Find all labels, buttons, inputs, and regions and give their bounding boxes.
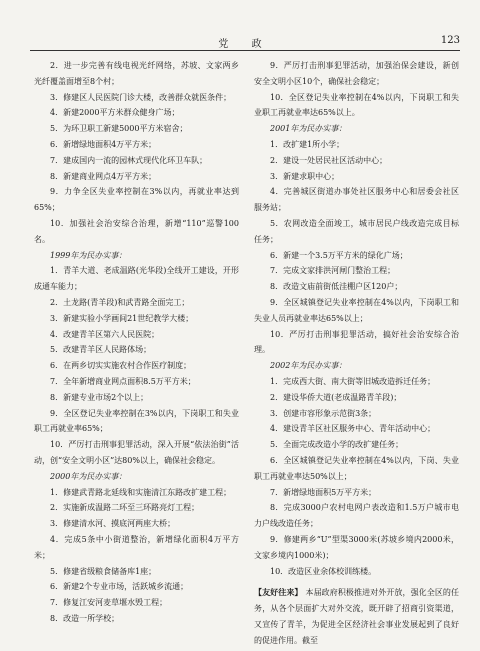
right-list-item: 3．新建求职中心；: [270, 171, 340, 181]
right-list-item: 7．完成文家排洪河闸门整治工程；: [270, 266, 396, 276]
left-list-item: 8．新建商业网点4万平方米；: [50, 171, 157, 181]
left-list-item: 4．完成5条中小街道整治，新增绿化面积4万平方米；: [34, 534, 239, 560]
right-list-item: 4．建设青羊区社区服务中心、青年活动中心；: [270, 424, 436, 434]
left-list-item: 6．新建2个专业市场，活跃城乡流通；: [50, 582, 189, 592]
left-list-item: 4．改建青羊区第六人民医院；: [50, 329, 160, 339]
right-list-item: 5．农网改造全面竣工，城市居民户线改造完成目标任务；: [254, 218, 459, 244]
left-list-item: 4．新建2000平方米群众健身广场；: [50, 108, 180, 118]
right-list-item: 9．全区城镇登记失业率控制在4%以内，下岗职工和失业人员再就业率达65%以上；: [254, 297, 459, 323]
left-year-heading: 2000年为民办实事：: [50, 471, 127, 481]
left-list-item: 6．在两乡切实实施农村合作医疗制度；: [50, 361, 192, 371]
left-list-item: 5．为环卫职工新建5000平方米宿舍；: [50, 124, 188, 134]
right-column-items: [254, 58, 459, 579]
left-list-item: 6．新增绿地面积4万平方米；: [50, 139, 157, 149]
left-list-item: 2．土龙路(青羊段)和武青路全面完工；: [50, 297, 190, 307]
right-year-heading: 2001年为民办实事：: [270, 124, 347, 134]
right-list-item: 9．严厉打击刑事犯罪活动，加强治保会建设，新创安全文明小区10个，确保社会稳定；: [254, 61, 459, 86]
left-list-item: 3．修建区人民医院门诊大楼，改善群众就医条件；: [50, 92, 232, 102]
left-list-item: 8．新建专业市场2个以上；: [50, 392, 149, 402]
left-list-item: 1．修建武青路北延线和实施清江东路改扩建工程；: [50, 487, 232, 497]
left-list-item: 9．全区登记失业率控制在3%以内，下岗职工和失业职工再就业率65%；: [34, 408, 239, 434]
right-column: [254, 58, 459, 648]
right-list-item: 2．建设一处居民社区活动中心；: [270, 155, 388, 165]
left-year-heading: 1999年为民办实事：: [50, 250, 127, 260]
right-list-item: 6．全区城镇登记失业率控制在4%以内，下岗、失业职工再就业率达50%以上；: [254, 455, 459, 481]
left-list-item: 7．修复江安河麦草堰水毁工程；: [50, 598, 168, 608]
left-list-item: 3．新建实验小学画间21世纪教学大楼；: [50, 313, 194, 323]
running-header: [30, 34, 460, 51]
left-list-item: 7．全年新增商业网点面积8.5万平方米；: [50, 376, 196, 386]
right-list-item: 2．建设华侨大道(老成温路青羊段)；: [270, 392, 402, 402]
left-list-item: 8．改造一所学校；: [50, 613, 120, 623]
right-list-item: 10．严厉打击刑事犯罪活动，搞好社会治安综合治理。: [254, 329, 459, 355]
left-list-item: 9．力争全区失业率控制在3%以内，再就业率达到65%；: [34, 187, 239, 213]
right-list-item: 5．全面完成改造小学的改扩建任务；: [270, 440, 404, 450]
right-list-item: 1．完成西大街、南大街等旧城改造拆迁任务；: [270, 376, 436, 386]
right-list-item: 9．修建两乡“U”型渠3000米(苏坡乡境内2000米，文家乡境内1000米)；: [254, 534, 459, 560]
right-list-item: 1．改扩建1所小学；: [270, 139, 345, 149]
right-list-item: 10．改造区业余体校训练楼。: [270, 566, 377, 576]
left-list-item: 5．改建青羊区人民路体场；: [50, 345, 152, 355]
page-number: 123: [440, 35, 460, 46]
left-list-item: 7．建成国内一流的园林式现代化环卫车队；: [50, 155, 208, 165]
right-list-item: 4．完善城区街道办事处社区服务中心和居委会社区服务站；: [254, 187, 459, 213]
right-year-heading: 2002年为民办实事：: [270, 361, 347, 371]
left-list-item: 10．严厉打击刑事犯罪活动，深入开展“依法治街”活动，创“安全文明小区”达80%以上，确保社会稳定。: [34, 440, 239, 465]
section-label: 【友好往来】: [254, 587, 303, 598]
right-list-item: 7．新增绿地面积5万平方米；: [270, 487, 377, 497]
right-list-item: 6．新建一个3.5万平方米的绿化广场；: [270, 250, 408, 260]
header-title: 党 政: [218, 39, 272, 50]
right-list-item: 8．完成3000户农村电网户表改造和1.5万户城市电力户线改造任务；: [254, 503, 459, 529]
right-list-item: 3．创建市容形象示范街3条；: [270, 408, 377, 418]
left-column: [34, 58, 239, 627]
left-list-item: 2．实施新成温路二环至三环路亮灯工程；: [50, 503, 200, 513]
left-list-item: 1．青羊大道、老成温路(光华段)全线开工建设，开形成通车能力；: [34, 266, 239, 292]
right-list-item: 10．全区登记失业率控制在4%以内，下岗职工和失业职工再就业率达65%以上。: [254, 92, 459, 118]
right-list-item: 8．改造文庙前街低洼棚户区120户；: [270, 282, 403, 292]
left-list-item: 10．加强社会治安综合治理，新增“110”巡警100名。: [34, 218, 239, 244]
section-text: 本届政府积极推进对外开放，强化全区的任务，从各个层面扩大对外交流，既开辟了招商引资渠道，又宣传了青羊，为促进全区经济社会事业发展起到了良好的促进作用。截至: [254, 588, 459, 645]
left-list-item: 2．进一步完善有线电视光纤网络，苏坡、文家两乡光纤覆盖面增至8个村；: [34, 61, 239, 86]
friendly-exchange-paragraph: [254, 585, 459, 648]
left-list-item: 5．修建省级粮食储备库1座；: [50, 566, 157, 576]
left-list-item: 3．修建清水河、摸底河两座大桥；: [50, 519, 176, 529]
